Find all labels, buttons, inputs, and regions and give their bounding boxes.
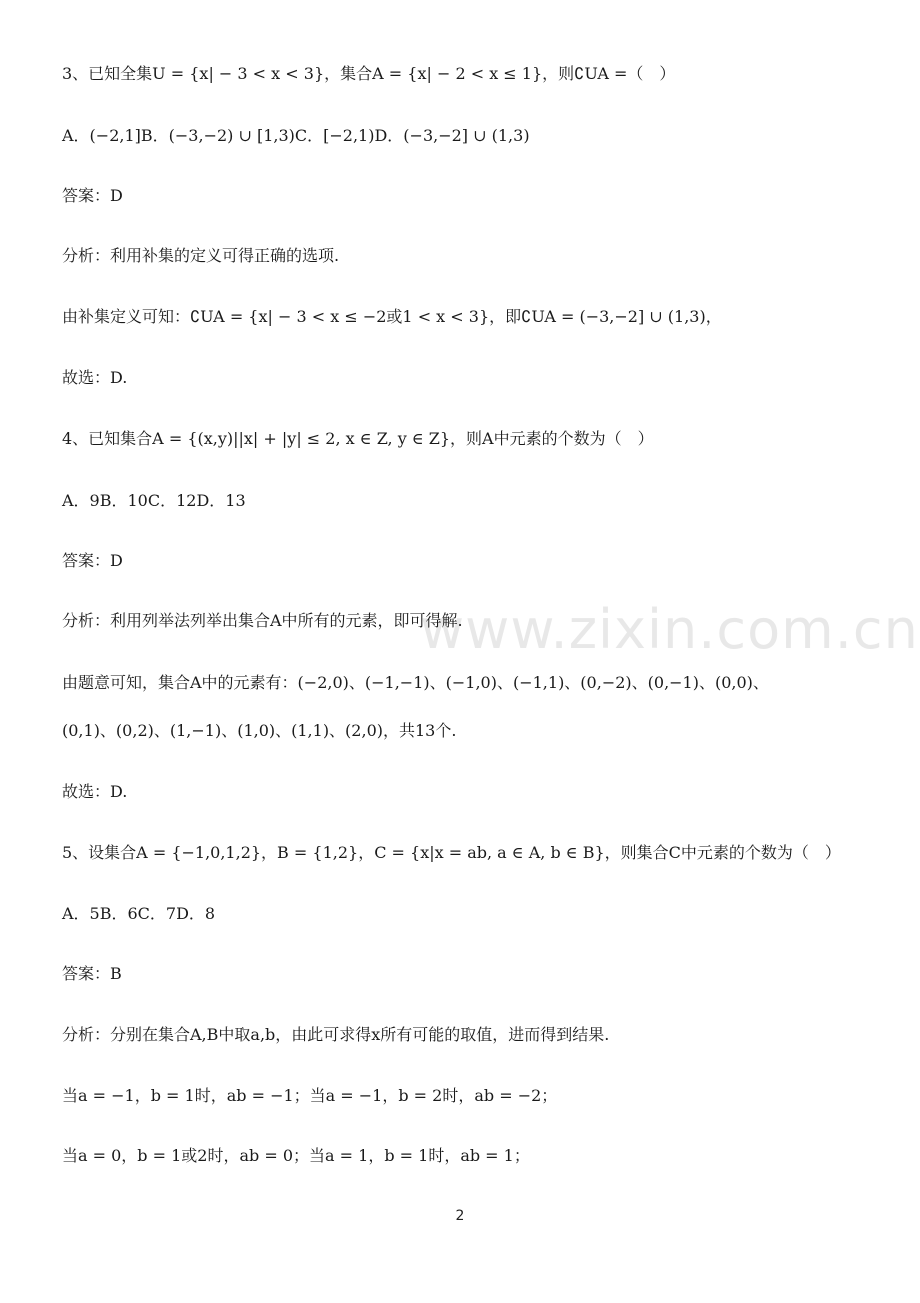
question-5-answer: 答案：B	[62, 964, 122, 983]
question-5-analysis: 分析：分别在集合A,B中取a,b，由此可求得x所有可能的取值，进而得到结果.	[62, 1025, 610, 1044]
page-number: 2	[455, 1208, 465, 1224]
question-3-conclusion: 故选：D.	[62, 368, 128, 387]
question-5-stem: 5、设集合A = {−1,0,1,2}，B = {1,2}，C = {x|x = ab, a ∈ A, b ∈ B}，则集合C中元素的个数为（ ）	[62, 843, 841, 862]
question-4-answer: 答案：D	[62, 551, 123, 570]
question-4-stem: 4、已知集合A = {(x,y)||x| + |y| ≤ 2, x ∈ Z, y ∈ Z}，则A中元素的个数为（ ）	[62, 429, 654, 448]
question-5-options: A．5B．6C．7D．8	[62, 904, 216, 923]
question-3-solution: 由补集定义可知：∁UA = {x| − 3 < x ≤ −2或1 < x < 3}，即∁UA = (−3,−2] ∪ (1,3)，	[62, 307, 722, 326]
question-5-solution-line-2: 当a = 0，b = 1或2时，ab = 0；当a = 1，b = 1时，ab = 1；	[62, 1146, 530, 1165]
question-3-stem: 3、已知全集U = {x| − 3 < x < 3}，集合A = {x| − 2 < x ≤ 1}，则∁UA =（ ）	[62, 64, 676, 83]
question-3-options: A．(−2,1]B．(−3,−2) ∪ [1,3)C．[−2,1)D．(−3,−2] ∪ (1,3)	[62, 126, 530, 145]
question-4-conclusion: 故选：D.	[62, 782, 128, 801]
question-4-options: A．9B．10C．12D．13	[62, 491, 246, 510]
question-3-analysis: 分析：利用补集的定义可得正确的选项.	[62, 246, 340, 265]
question-4-analysis: 分析：利用列举法列举出集合A中所有的元素，即可得解.	[62, 611, 463, 630]
question-4-solution-line-1: 由题意可知，集合A中的元素有：(−2,0)、(−1,−1)、(−1,0)、(−1,1)、(0,−2)、(0,−1)、(0,0)、	[62, 673, 769, 692]
question-3-answer: 答案：D	[62, 186, 123, 205]
question-5-solution-line-1: 当a = −1，b = 1时，ab = −1；当a = −1，b = 2时，ab = −2；	[62, 1086, 558, 1105]
question-4-solution-line-2: (0,1)、(0,2)、(1,−1)、(1,0)、(1,1)、(2,0)，共13个.	[62, 721, 457, 740]
watermark: www.zixin.com.cn	[420, 598, 919, 661]
